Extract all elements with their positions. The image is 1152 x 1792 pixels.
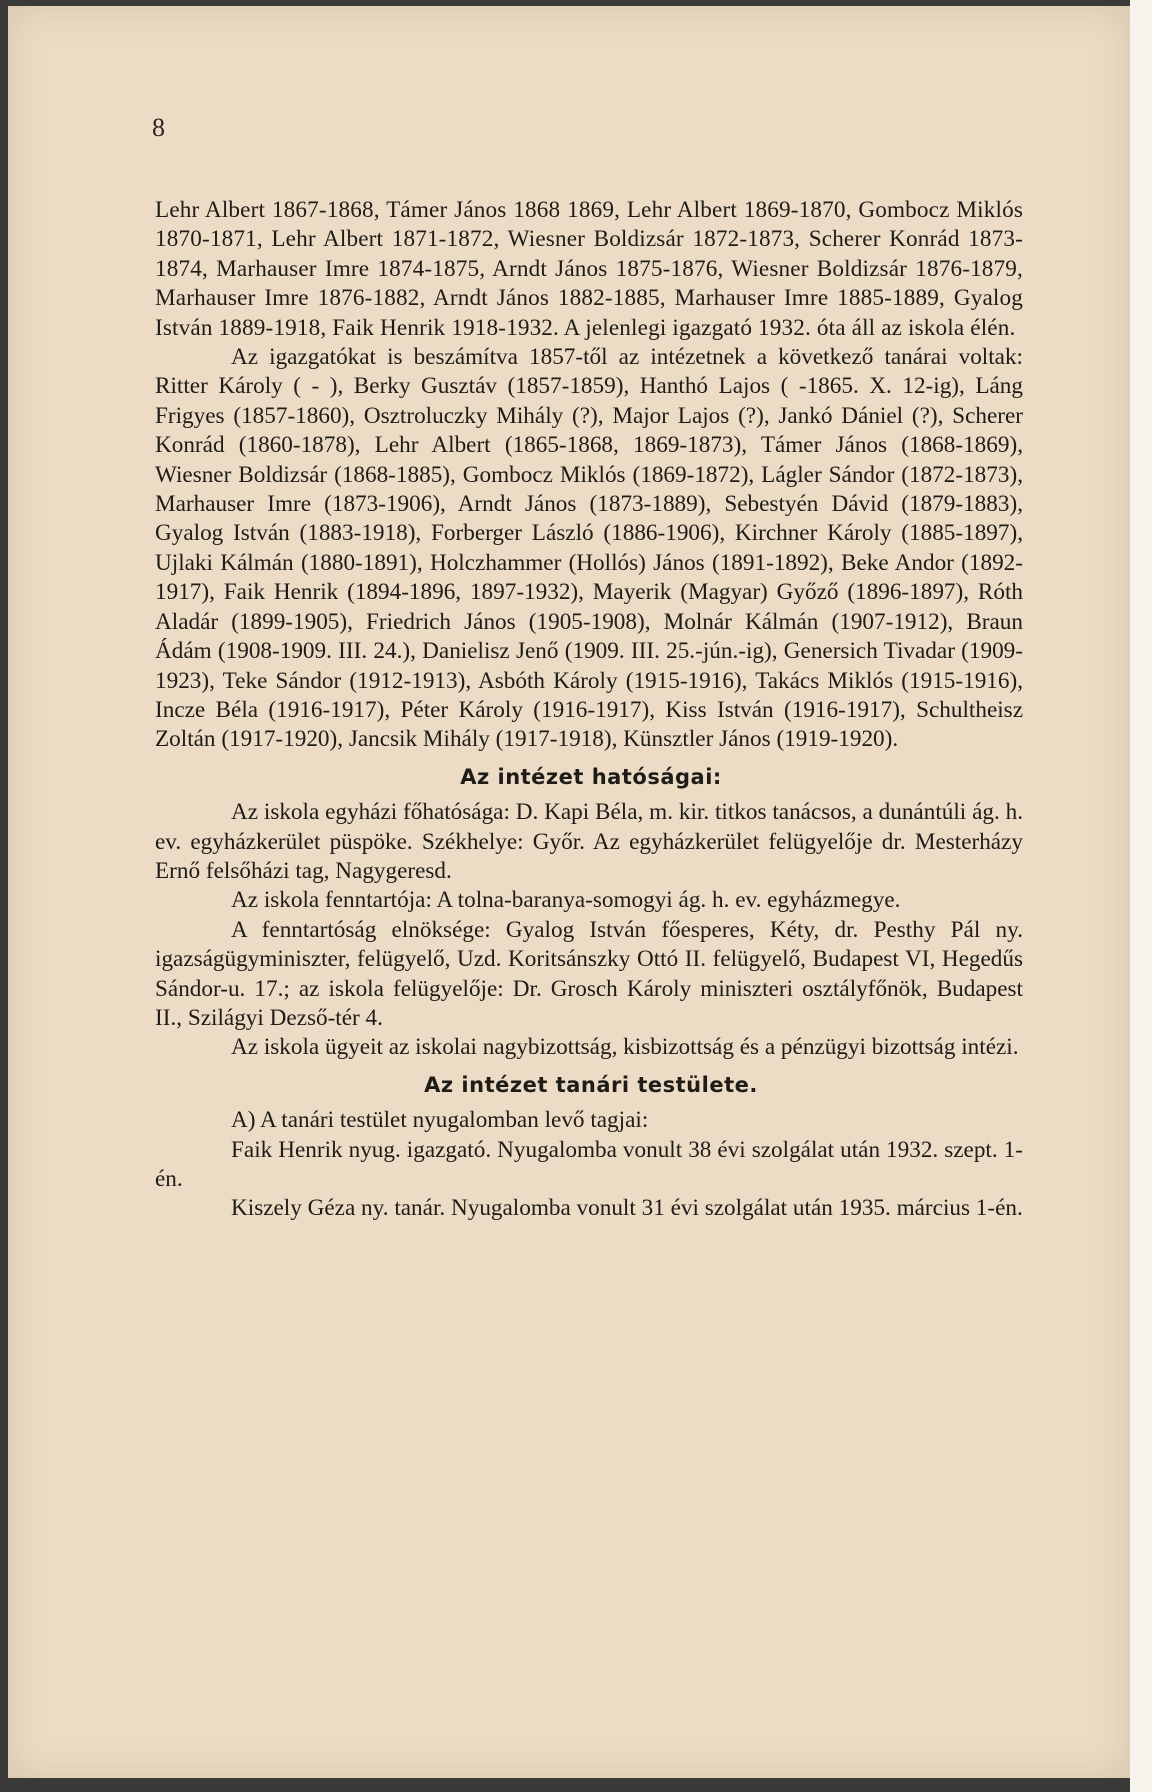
- section-heading-faculty: Az intézet tanári testülete.: [424, 1072, 758, 1097]
- faculty-entry-2: Kiszely Géza ny. tanár. Nyugalomba vonult 31 évi szolgálat után 1935. március 1-én.: [231, 1195, 1023, 1222]
- section-heading-authorities: Az intézet hatóságai:: [460, 764, 722, 789]
- faculty-entry-1: Faik Henrik nyug. igazgató. Nyugalomba vonult 38 évi szolgálat után 1932. szept. 1-én.: [155, 1136, 1023, 1192]
- scan-margin: [1130, 0, 1152, 1792]
- faculty-subheading: A) A tanári testület nyugalomban levő tagjai:: [231, 1107, 649, 1134]
- authority-paragraph-3: A fenntartóság elnöksége: Gyalog István főesperes, Kéty, dr. Pesthy Pál ny. igazságügyminiszter, felügyelő, Uzd. Koritsánszky Ottó II. felügyelő, Budapest VI, Hegedűs Sándor-u. 17.; az iskola felügyelője: Dr. Grosch Károly miniszteri osztályfőnök, Budapest II., Szilágyi Dezső-tér 4.: [155, 916, 1023, 1031]
- authority-paragraph-2: Az iskola fenntartója: A tolna-baranya-somogyi ág. h. ev. egyházmegye.: [231, 887, 901, 914]
- directors-paragraph: Lehr Albert 1867-1868, Támer János 1868 1869, Lehr Albert 1869-1870, Gombocz Miklós 1870-1871, Lehr Albert 1871-1872, Wiesner Boldizsár 1872-1873, Scherer Konrád 1873-1874, Marhauser Imre 1874-1875, Arndt János 1875-1876, Wiesner Boldizsár 1876-1879, Marhauser Imre 1876-1882, Arndt János 1882-1885, Marhauser Imre 1885-1889, Gyalog István 1889-1918, Faik Henrik 1918-1932. A jelenlegi igazgató 1932. óta áll az iskola élén.: [155, 197, 1023, 341]
- page-number: 8: [152, 113, 165, 142]
- authority-paragraph-4: Az iskola ügyeit az iskolai nagybizottság, kisbizottság és a pénzügyi bizottság intézi.: [231, 1034, 1019, 1061]
- page-body: [155, 196, 1023, 1224]
- authority-paragraph-1: Az iskola egyházi főhatósága: D. Kapi Béla, m. kir. titkos tanácsos, a dunántúli ág. h. ev. egyházkerület püspöke. Székhelye: Győr. Az egyházkerület felügyelője dr. Mesterházy Ernő felsőházi tag, Nagygeresd.: [155, 799, 1023, 884]
- teachers-paragraph: Az igazgatókat is beszámítva 1857-től az intézetnek a következő tanárai voltak: Ritter Károly ( - ), Berky Gusztáv (1857-1859), Hanthó Lajos ( -1865. X. 12-ig), Láng Frigyes (1857-1860), Osztroluczky Mihály (?), Major Lajos (?), Jankó Dániel (?), Scherer Konrád (1860-1878), Lehr Albert (1865-1868, 1869-1873), Támer János (1868-1869), Wiesner Boldizsár (1868-1885), Gombocz Miklós (1869-1872), Lágler Sándor (1872-1873), Marhauser Imre (1873-1906), Arndt János (1873-1889), Sebestyén Dávid (1879-1883), Gyalog István (1883-1918), Forberger László (1886-1906), Kirchner Károly (1885-1897), Ujlaki Kálmán (1880-1891), Holczhammer (Hollós) János (1891-1892), Beke Andor (1892-1917), Faik Henrik (1894-1896, 1897-1932), Mayerik (Magyar) Győző (1896-1897), Róth Aladár (1899-1905), Friedrich János (1905-1908), Molnár Kálmán (1907-1912), Braun Ádám (1908-1909. III. 24.), Danielisz Jenő (1909. III. 25.-jún.-ig), Genersich Tivadar (1909-1923), Teke Sándor (1912-1913), Asbóth Károly (1915-1916), Takács Miklós (1915-1916), Incze Béla (1916-1917), Péter Károly (1916-1917), Kiss István (1916-1917), Schultheisz Zoltán (1917-1920), Jancsik Mihály (1917-1918), Künsztler János (1919-1920).: [155, 344, 1023, 753]
